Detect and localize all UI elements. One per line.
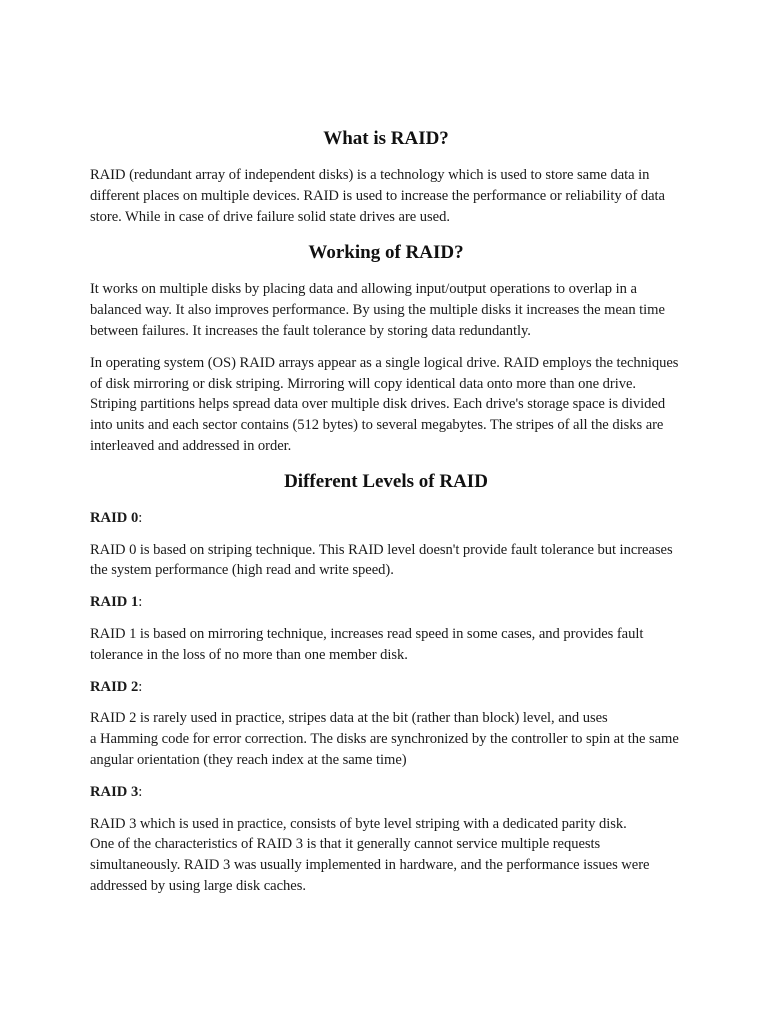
raid-2-description-line2: a Hamming code for error correction. The disks are synchronized by the controller to spin at the same angular orientation (they reach index at the same time)	[90, 731, 679, 768]
paragraph-working-2: In operating system (OS) RAID arrays appear as a single logical drive. RAID employs the techniques of disk mirroring or disk striping. Mirroring will copy identical data onto more than one drive. Striping partitions helps spread data over multiple disk drives. Each drive's storage space is divided into units and each sector contains (512 bytes) to several megabytes. The stripes of all the disks are interleaved and addressed in order.	[90, 354, 679, 454]
heading-what-is-raid: What is RAID?	[323, 128, 449, 149]
heading-different-levels: Different Levels of RAID	[284, 470, 488, 492]
raid-2-label	[90, 677, 682, 698]
raid-1-description: RAID 1 is based on mirroring technique, increases read speed in some cases, and provides fault tolerance in the loss of no more than one member disk.	[90, 625, 644, 663]
raid-3-label-colon: :	[138, 783, 143, 800]
raid-0-label-colon: :	[138, 509, 143, 526]
raid-1-label-text: RAID 1	[90, 594, 139, 611]
raid-3-description-line1: RAID 3 which is used in practice, consists of byte level striping with a dedicated parity disk.	[90, 815, 627, 832]
raid-2-label-colon: :	[138, 678, 143, 695]
document-body	[90, 127, 682, 908]
raid-1-label-colon: :	[138, 594, 143, 611]
raid-2-label-text: RAID 2	[90, 678, 139, 695]
heading-working-of-raid: Working of RAID?	[308, 242, 464, 264]
raid-3-label-text: RAID 3	[90, 783, 139, 800]
paragraph-working-1: It works on multiple disks by placing data and allowing input/output operations to overlap in a balanced way. It also improves performance. By using the multiple disks it increases the mean time between failures. It increases the fault tolerance by storing data redundantly.	[90, 281, 665, 339]
raid-3-label	[90, 782, 682, 803]
raid-3-description-line2: One of the characteristics of RAID 3 is that it generally cannot service multiple requests simultaneously. RAID 3 was usually implemented in hardware, and the performance issues were addressed by using large disk caches.	[90, 836, 650, 894]
raid-0-label	[90, 508, 682, 529]
raid-2-description	[90, 708, 682, 770]
raid-1-label	[90, 592, 682, 613]
raid-0-label-text: RAID 0	[90, 509, 139, 526]
raid-3-description	[90, 814, 682, 897]
paragraph-raid-definition: RAID (redundant array of independent disks) is a technology which is used to store same data in different places on multiple devices. RAID is used to increase the performance or reliability of data store. While in case of drive failure solid state drives are used.	[90, 167, 665, 225]
raid-0-description: RAID 0 is based on striping technique. This RAID level doesn't provide fault tolerance but increases the system performance (high read and write speed).	[90, 541, 673, 579]
raid-2-description-line1: RAID 2 is rarely used in practice, stripes data at the bit (rather than block) level, and uses	[90, 710, 608, 727]
